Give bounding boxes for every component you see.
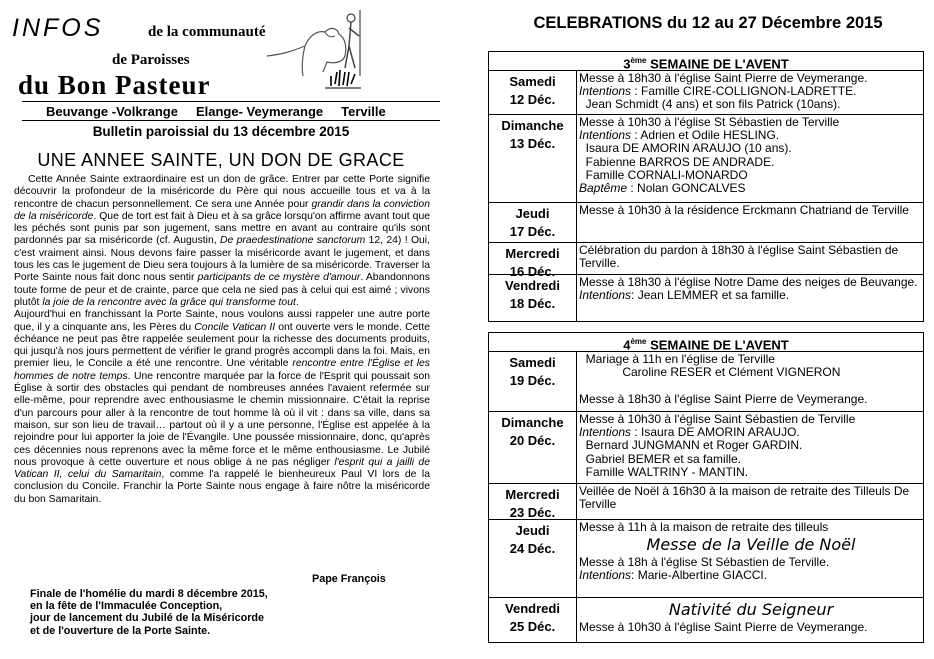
schedule-details	[577, 352, 923, 411]
schedule-row	[489, 598, 923, 642]
schedule-line: Intentions : Adrien et Odile HESLING.	[579, 128, 780, 143]
schedule-row	[489, 71, 923, 115]
schedule-line: Baptême : Nolan GONCALVES	[579, 181, 746, 196]
schedule-day: Vendredi 18 Déc.	[489, 275, 577, 321]
special-mass-title: Nativité du Seigneur	[668, 600, 834, 619]
bulletin-date: Bulletin paroissial du 13 décembre 2015	[92, 124, 350, 139]
source-line: en la fête de l'Immaculée Conception,	[30, 600, 223, 613]
schedule-details	[577, 71, 923, 114]
schedule-line: Isaura DE AMORIN ARAUJO (10 ans).	[579, 141, 792, 156]
schedule-line: Famille CORNALI-MONARDO	[579, 167, 748, 182]
village-name: Elange- Veymerange	[195, 103, 324, 119]
masthead-infos: INFOS	[12, 14, 104, 42]
schedule-row	[489, 115, 923, 203]
schedule-day: Jeudi 24 Déc.	[489, 520, 577, 597]
week4-schedule	[488, 332, 924, 643]
schedule-line: Messe à 10h30 à l'église St Sébastien de Terville	[579, 115, 840, 129]
schedule-line: Messe à 18h30 à l'église Saint Pierre de Veymerange.	[579, 71, 868, 85]
villages-bar	[22, 101, 440, 121]
schedule-row	[489, 243, 923, 279]
schedule-line: Célébration du pardon à 18h30 à l'église Saint Sébastien de Terville.	[579, 243, 902, 271]
schedule-details	[577, 115, 923, 202]
schedule-day: Samedi 12 Déc.	[489, 71, 577, 114]
masthead-community: de la communauté	[148, 24, 266, 40]
schedule-details	[577, 243, 923, 274]
article-source	[30, 588, 268, 637]
bulletin-column	[0, 0, 442, 659]
schedule-day: Mercredi 16 Déc.	[489, 243, 577, 274]
schedule-line: Intentions : Famille CIRE-COLLIGNON-LADRETTE.	[579, 84, 857, 99]
village-name: Terville	[341, 103, 386, 119]
schedule-line: Messe à 10h30 à la résidence Erckmann Chatriand de Terville	[579, 203, 909, 217]
article-author: Pape François	[312, 573, 386, 585]
schedule-line: Jean Schmidt (4 ans) et son fils Patrick (10ans).	[579, 97, 841, 112]
week4-heading: 4ème SEMAINE DE L'AVENT	[489, 333, 923, 352]
week3-schedule	[488, 51, 924, 322]
schedule-line: Intentions: Jean LEMMER et sa famille.	[579, 288, 790, 303]
source-line: jour de lancement du Jubilé de la Miséricorde	[30, 612, 264, 625]
schedule-line: Messe à 18h30 à l'église Notre Dame des neiges de Beuvange.	[579, 275, 918, 289]
schedule-row	[489, 275, 923, 321]
schedule-line: Intentions: Marie-Albertine GIACCI.	[579, 568, 768, 583]
schedule-row	[489, 203, 923, 243]
schedule-line: Messe à 10h30 à l'église Saint Pierre de Veymerange.	[579, 620, 868, 634]
schedule-details	[577, 484, 923, 519]
schedule-day: Jeudi 17 Déc.	[489, 203, 577, 242]
schedule-line: Messe à 18h30 à l'église Saint Pierre de Veymerange.	[579, 391, 868, 406]
article-paragraph: Cette Année Sainte extraordinaire est un don de grâce. Entrer par cette Porte signifie découvrir la profondeur de la miséricorde du Père qui nous accueille tous et va à la rencontre de chacun personnellement. Ce sera une Année pour grandir dans la conviction de la miséricorde. Que de tort est fait à Dieu et à sa grâce lorsqu'on affirme avant tout que les péchés sont punis par son jugement, sans mettre en avant au contraire qu'ils sont pardonnés par sa miséricorde (cf. Augustin, De praedestinatione sanctorum 12, 24) ! Oui, c'est vraiment ainsi. Nous devons faire passer la miséricorde avant le jugement, et dans tous les cas le jugement de Dieu sera toujours à la lumière de sa miséricorde. Traverser la Porte Sainte nous fait donc nous sentir participants de ce mystère d'amour. Abandonnons toute forme de peur et de crainte, parce que cela ne sied pas à celui qui est aimé ; vivons plutôt la joie de la rencontre avec la grâce qui transforme tout.	[14, 174, 431, 308]
masthead-name: du Bon Pasteur	[18, 70, 211, 100]
shepherd-logo-icon	[265, 6, 365, 98]
schedule-line: Intentions : Isaura DE AMORIN ARAUJO.	[579, 425, 800, 440]
schedule-line: Famille WALTRINY - MANTIN.	[579, 464, 749, 479]
schedule-day: Dimanche 13 Déc.	[489, 115, 577, 202]
schedule-details	[577, 598, 923, 642]
schedule-day: Vendredi 25 Déc.	[489, 598, 577, 642]
schedule-day: Samedi 19 Déc.	[489, 352, 577, 411]
schedule-details	[577, 412, 923, 483]
schedule-row	[489, 484, 923, 520]
week3-heading: 3ème SEMAINE DE L'AVENT	[489, 52, 923, 71]
schedule-row	[489, 412, 923, 484]
article-body	[14, 174, 430, 506]
schedule-details	[577, 203, 923, 242]
schedule-row	[489, 520, 923, 598]
schedule-line: Veillée de Noël à 16h30 à la maison de retraite des Tilleuls De Terville	[579, 484, 913, 512]
source-line: Finale de l'homélie du mardi 8 décembre 2015,	[30, 588, 268, 600]
schedule-line: Fabienne BARROS DE ANDRADE.	[579, 154, 775, 169]
schedule-day: Mercredi 23 Déc.	[489, 484, 577, 519]
celebrations-title: CELEBRATIONS du 12 au 27 Décembre 2015	[533, 14, 883, 32]
schedule-line: Messe à 11h à la maison de retraite des tilleuls	[579, 520, 829, 534]
schedule-day: Dimanche 20 Déc.	[489, 412, 577, 483]
schedule-details	[577, 275, 923, 321]
schedule-details	[577, 520, 923, 597]
schedule-line: Messe à 18h à l'église St Sébastien de Terville.	[579, 555, 830, 570]
special-mass-title: Messe de la Veille de Noël	[646, 535, 856, 555]
celebrations-column	[482, 0, 934, 659]
schedule-line: Messe à 10h30 à l'église Saint Sébastien de Terville	[579, 412, 856, 426]
schedule-line: Mariage à 11h en l'église de Terville	[579, 352, 775, 366]
source-line: et de l'ouverture de la Porte Sainte.	[30, 624, 211, 637]
schedule-line: Gabriel BEMER et sa famille.	[579, 451, 742, 466]
article-headline: UNE ANNEE SAINTE, UN DON DE GRACE	[37, 150, 405, 170]
village-name: Beuvange -Volkrange	[46, 103, 178, 119]
schedule-line: Bernard JUNGMANN et Roger GARDIN.	[579, 438, 803, 453]
schedule-line: Caroline RESER et Clément VIGNERON	[579, 365, 841, 380]
article-paragraph: Aujourd'hui en franchissant la Porte Sainte, nous voulons aussi rappeler une autre porte que, il y a cinquante ans, les Pères du Concile Vatican II ont ouverte vers le monde. Cette échéance ne peut pas être rappelée seulement pour la richesse des documents produits, qui jusqu'à nos jours permettent de vérifier le grand progrès accompli dans la foi. Mais, en premier lieu, le Concile a été une rencontre. Une véritable rencontre entre l'Église et les hommes de notre temps. Une rencontre marquée par la force de l'Esprit qui poussait son Église à sortir des obstacles qui pendant de nombreuses années l'avaient refermée sur elle-même, pour reprendre avec enthousiasme le chemin missionnaire. C'était la reprise d'un parcours pour aller à la rencontre de tout homme là où il vit : dans sa ville, dans sa maison, sur son lieu de travail… partout où il y a une personne, l'Église est appelée à la rejoindre pour lui apporter la joie de l'Évangile. Une poussée missionnaire, donc, qu'après ces décennies nous reprenons avec la même force et le même enthousiasme. Le Jubilé nous provoque à cette ouverture et nous oblige à ne pas négliger l'esprit qui a jailli de Vatican II, celui du Samaritain, comme l'a rappelé le bienheureux Paul VI lors de la conclusion du Concile. Franchir la Porte Sainte nous engage à faire nôtre la miséricorde du bon Samaritain.	[14, 309, 431, 505]
masthead-parishes: de Paroisses	[112, 52, 190, 68]
schedule-row	[489, 352, 923, 412]
